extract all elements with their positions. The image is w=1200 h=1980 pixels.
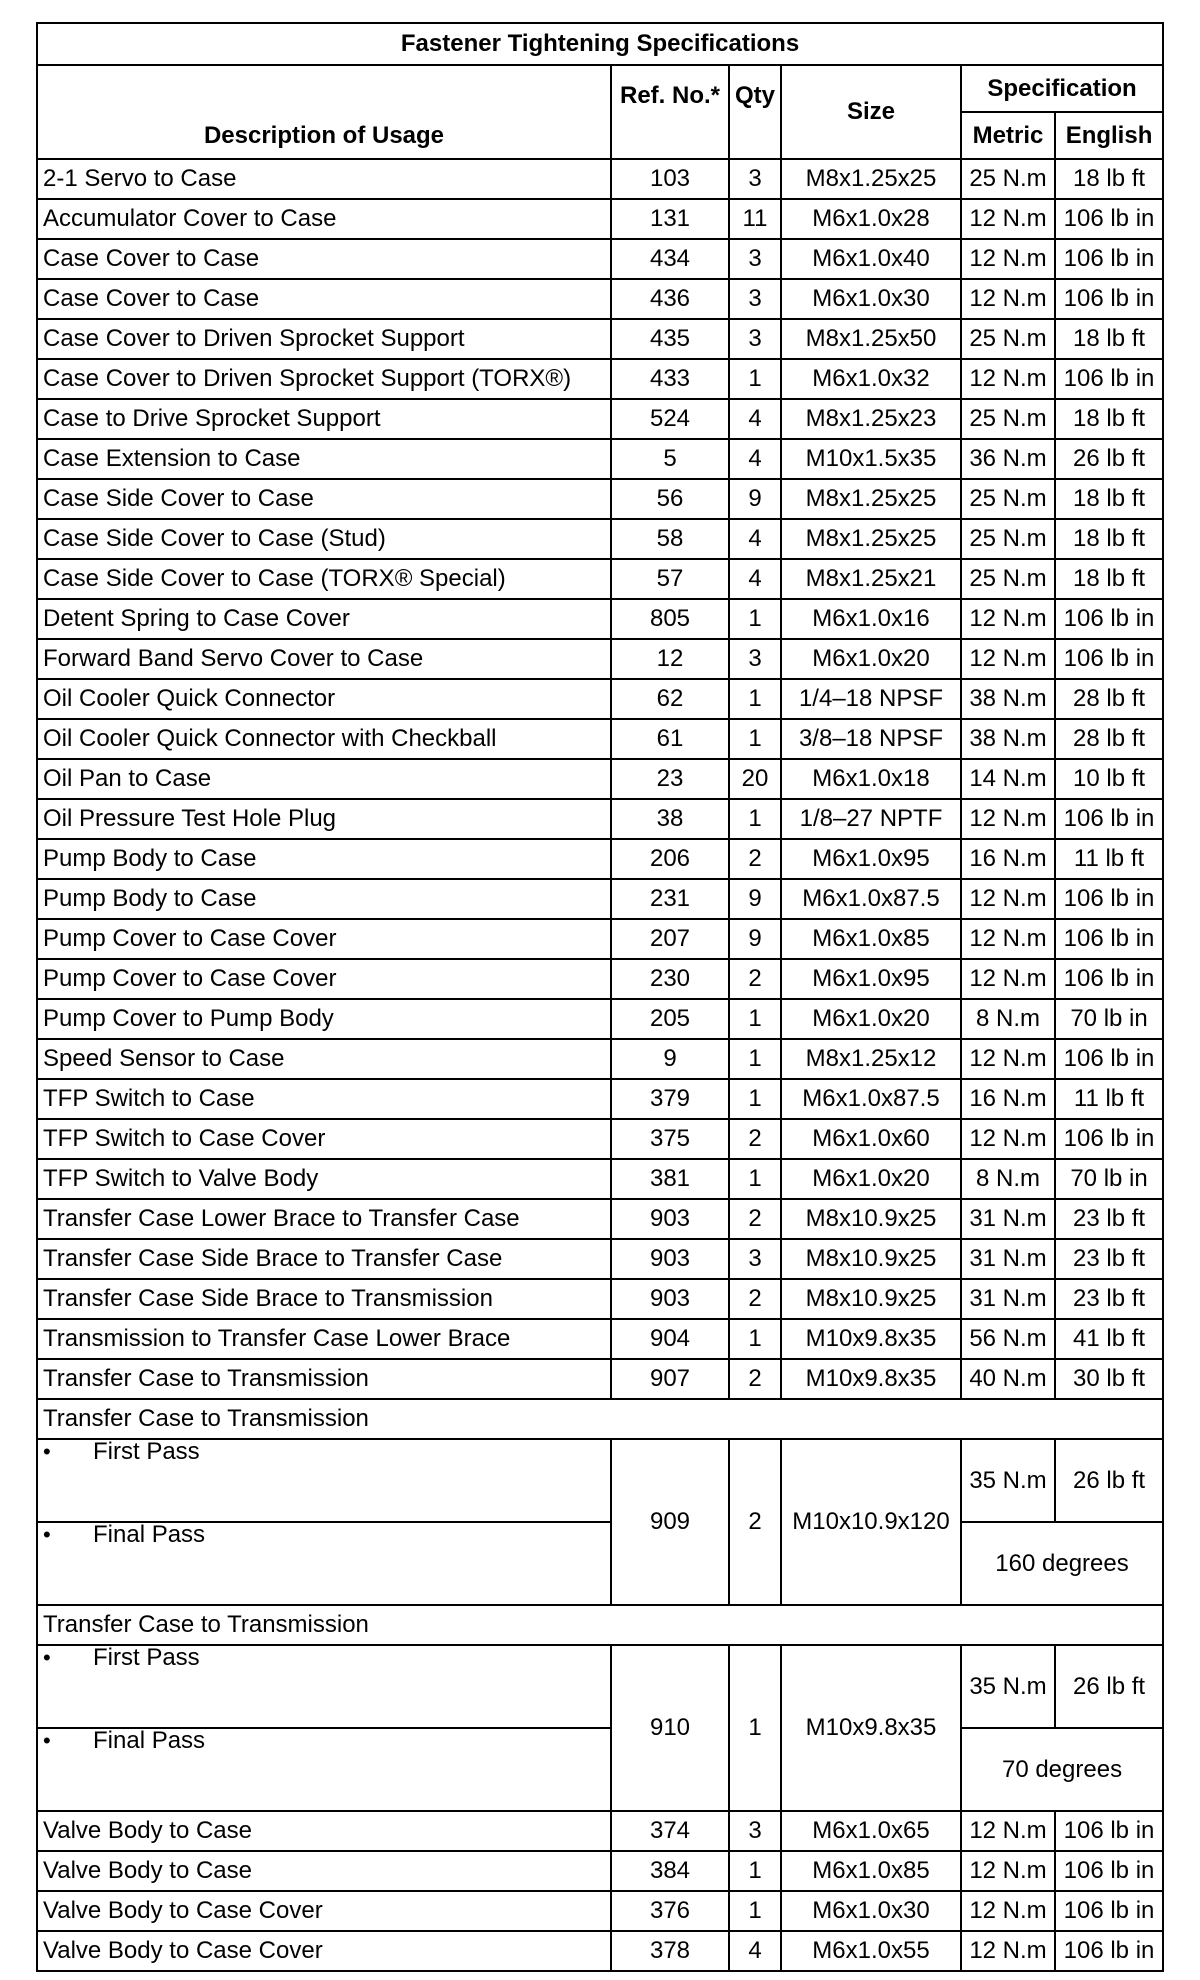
table-row: [37, 959, 1163, 999]
size-cell: M8x1.25x25: [781, 159, 961, 199]
qty-cell: 4: [729, 439, 781, 479]
final-pass-cell: [37, 1522, 611, 1605]
english-cell: 106 lb in: [1055, 1891, 1163, 1931]
metric-cell: 25 N.m: [961, 159, 1055, 199]
table-row: [37, 1119, 1163, 1159]
metric-cell: 12 N.m: [961, 199, 1055, 239]
fastener-spec-table: [36, 22, 1164, 1972]
ref-no-cell: 61: [611, 719, 729, 759]
description-cell: TFP Switch to Case: [37, 1079, 611, 1119]
metric-cell: 8 N.m: [961, 999, 1055, 1039]
table-row: [37, 1279, 1163, 1319]
qty-cell: 1: [729, 799, 781, 839]
header-description: Description of Usage: [37, 65, 611, 159]
english-cell: 18 lb ft: [1055, 399, 1163, 439]
qty-cell: 1: [729, 1891, 781, 1931]
qty-cell: 1: [729, 1159, 781, 1199]
ref-no-cell: 524: [611, 399, 729, 439]
ref-no-cell: 384: [611, 1851, 729, 1891]
description-cell: Oil Pan to Case: [37, 759, 611, 799]
table-row: [37, 439, 1163, 479]
english-cell: 106 lb in: [1055, 1039, 1163, 1079]
qty-cell: 3: [729, 639, 781, 679]
metric-cell: 35 N.m: [961, 1645, 1055, 1728]
table-row: [37, 159, 1163, 199]
qty-cell: 1: [729, 1039, 781, 1079]
qty-cell: 1: [729, 679, 781, 719]
english-cell: 30 lb ft: [1055, 1359, 1163, 1399]
qty-cell: 4: [729, 399, 781, 439]
table-row: [37, 1079, 1163, 1119]
english-cell: 106 lb in: [1055, 1811, 1163, 1851]
description-cell: Valve Body to Case: [37, 1851, 611, 1891]
qty-cell: 2: [729, 1359, 781, 1399]
ref-no-cell: 58: [611, 519, 729, 559]
description-cell: Transmission to Transfer Case Lower Brace: [37, 1319, 611, 1359]
table-row: [37, 759, 1163, 799]
ref-no-cell: 436: [611, 279, 729, 319]
table-row: [37, 599, 1163, 639]
description-cell: Transfer Case to Transmission: [37, 1359, 611, 1399]
metric-cell: 8 N.m: [961, 1159, 1055, 1199]
ref-no-cell: 903: [611, 1199, 729, 1239]
english-cell: 26 lb ft: [1055, 439, 1163, 479]
metric-cell: 16 N.m: [961, 839, 1055, 879]
english-cell: 26 lb ft: [1055, 1439, 1163, 1522]
description-cell: Forward Band Servo Cover to Case: [37, 639, 611, 679]
metric-cell: 12 N.m: [961, 1851, 1055, 1891]
table-row: [37, 399, 1163, 439]
qty-cell: 1: [729, 719, 781, 759]
qty-cell: 3: [729, 159, 781, 199]
bullet-icon: •: [43, 1645, 51, 1670]
english-cell: 23 lb ft: [1055, 1279, 1163, 1319]
qty-cell: 11: [729, 199, 781, 239]
qty-cell: 9: [729, 919, 781, 959]
table-row: [37, 1891, 1163, 1931]
metric-cell: 38 N.m: [961, 679, 1055, 719]
table-row: [37, 559, 1163, 599]
english-cell: 10 lb ft: [1055, 759, 1163, 799]
header-english: English: [1055, 112, 1163, 159]
qty-cell: 1: [729, 1851, 781, 1891]
table-row: [37, 239, 1163, 279]
size-cell: M6x1.0x40: [781, 239, 961, 279]
size-cell: M8x1.25x25: [781, 479, 961, 519]
table-row: [37, 279, 1163, 319]
qty-cell: 1: [729, 999, 781, 1039]
table-row: [37, 839, 1163, 879]
table-row: [37, 1319, 1163, 1359]
description-cell: Pump Cover to Pump Body: [37, 999, 611, 1039]
english-cell: 106 lb in: [1055, 919, 1163, 959]
size-cell: M6x1.0x95: [781, 959, 961, 999]
header-size: Size: [781, 65, 961, 159]
description-cell: Transfer Case Side Brace to Transmission: [37, 1279, 611, 1319]
final-pass-label: Final Pass: [93, 1522, 206, 1548]
table-row: [37, 999, 1163, 1039]
english-cell: 41 lb ft: [1055, 1319, 1163, 1359]
size-cell: M6x1.0x18: [781, 759, 961, 799]
description-cell: Oil Cooler Quick Connector with Checkball: [37, 719, 611, 759]
first-pass-label: First Pass: [93, 1439, 200, 1465]
size-cell: M10x9.8x35: [781, 1359, 961, 1399]
table-row: [37, 639, 1163, 679]
metric-cell: 12 N.m: [961, 1039, 1055, 1079]
size-cell: M6x1.0x85: [781, 919, 961, 959]
size-cell: M8x1.25x50: [781, 319, 961, 359]
ref-no-cell: 904: [611, 1319, 729, 1359]
size-cell: M6x1.0x28: [781, 199, 961, 239]
ref-no-cell: 5: [611, 439, 729, 479]
metric-cell: 12 N.m: [961, 879, 1055, 919]
table-row: [37, 1359, 1163, 1399]
description-cell: Case Extension to Case: [37, 439, 611, 479]
size-cell: M6x1.0x87.5: [781, 879, 961, 919]
table-row: [37, 1239, 1163, 1279]
metric-cell: 25 N.m: [961, 479, 1055, 519]
final-spec-cell: 160 degrees: [961, 1522, 1163, 1605]
description-cell: Case Side Cover to Case (Stud): [37, 519, 611, 559]
qty-cell: 4: [729, 519, 781, 559]
metric-cell: 12 N.m: [961, 239, 1055, 279]
table-row: [37, 479, 1163, 519]
size-cell: M6x1.0x30: [781, 1891, 961, 1931]
english-cell: 106 lb in: [1055, 239, 1163, 279]
ref-no-cell: 62: [611, 679, 729, 719]
english-cell: 28 lb ft: [1055, 719, 1163, 759]
group-title-cell: Transfer Case to Transmission: [37, 1605, 1163, 1645]
ref-no-cell: 375: [611, 1119, 729, 1159]
english-cell: 23 lb ft: [1055, 1199, 1163, 1239]
english-cell: 106 lb in: [1055, 1931, 1163, 1971]
description-cell: Pump Cover to Case Cover: [37, 959, 611, 999]
table-row: [37, 1851, 1163, 1891]
metric-cell: 40 N.m: [961, 1359, 1055, 1399]
first-pass-row: [37, 1645, 1163, 1728]
size-cell: M6x1.0x20: [781, 639, 961, 679]
metric-cell: 12 N.m: [961, 799, 1055, 839]
bullet-icon: •: [43, 1728, 51, 1753]
metric-cell: 12 N.m: [961, 639, 1055, 679]
ref-no-cell: 206: [611, 839, 729, 879]
size-cell: 1/4–18 NPSF: [781, 679, 961, 719]
metric-cell: 56 N.m: [961, 1319, 1055, 1359]
table-row: [37, 1811, 1163, 1851]
header-specification: Specification: [961, 65, 1163, 112]
bullet-icon: •: [43, 1522, 51, 1547]
english-cell: 70 lb in: [1055, 1159, 1163, 1199]
english-cell: 18 lb ft: [1055, 479, 1163, 519]
size-cell: M6x1.0x85: [781, 1851, 961, 1891]
bullet-icon: •: [43, 1439, 51, 1464]
description-cell: Case to Drive Sprocket Support: [37, 399, 611, 439]
english-cell: 28 lb ft: [1055, 679, 1163, 719]
final-pass-label: Final Pass: [93, 1728, 206, 1754]
english-cell: 106 lb in: [1055, 199, 1163, 239]
metric-cell: 12 N.m: [961, 919, 1055, 959]
description-cell: TFP Switch to Valve Body: [37, 1159, 611, 1199]
english-cell: 11 lb ft: [1055, 839, 1163, 879]
qty-cell: 2: [729, 1199, 781, 1239]
qty-cell: 9: [729, 879, 781, 919]
ref-no-cell: 379: [611, 1079, 729, 1119]
metric-cell: 12 N.m: [961, 1931, 1055, 1971]
table-row: [37, 319, 1163, 359]
metric-cell: 16 N.m: [961, 1079, 1055, 1119]
qty-cell: 3: [729, 1239, 781, 1279]
size-cell: M6x1.0x20: [781, 1159, 961, 1199]
ref-no-cell: 909: [611, 1439, 729, 1605]
ref-no-cell: 381: [611, 1159, 729, 1199]
final-pass-row: [37, 1728, 1163, 1811]
table-row: [37, 519, 1163, 559]
table-row: [37, 919, 1163, 959]
size-cell: M6x1.0x30: [781, 279, 961, 319]
metric-cell: 38 N.m: [961, 719, 1055, 759]
size-cell: M6x1.0x65: [781, 1811, 961, 1851]
ref-no-cell: 433: [611, 359, 729, 399]
ref-no-cell: 205: [611, 999, 729, 1039]
description-cell: Case Side Cover to Case (TORX® Special): [37, 559, 611, 599]
description-cell: Valve Body to Case Cover: [37, 1931, 611, 1971]
description-cell: Case Side Cover to Case: [37, 479, 611, 519]
ref-no-cell: 903: [611, 1239, 729, 1279]
qty-cell: 2: [729, 1439, 781, 1605]
size-cell: M8x10.9x25: [781, 1239, 961, 1279]
ref-no-cell: 805: [611, 599, 729, 639]
english-cell: 23 lb ft: [1055, 1239, 1163, 1279]
table-title: Fastener Tightening Specifications: [37, 23, 1163, 65]
qty-cell: 1: [729, 599, 781, 639]
qty-cell: 3: [729, 279, 781, 319]
table-row: [37, 879, 1163, 919]
first-pass-cell: [37, 1439, 611, 1522]
metric-cell: 36 N.m: [961, 439, 1055, 479]
description-cell: Pump Body to Case: [37, 879, 611, 919]
english-cell: 106 lb in: [1055, 599, 1163, 639]
english-cell: 18 lb ft: [1055, 519, 1163, 559]
group-title-row: [37, 1399, 1163, 1439]
description-cell: Case Cover to Driven Sprocket Support (TORX®): [37, 359, 611, 399]
metric-cell: 31 N.m: [961, 1239, 1055, 1279]
english-cell: 106 lb in: [1055, 359, 1163, 399]
english-cell: 26 lb ft: [1055, 1645, 1163, 1728]
english-cell: 18 lb ft: [1055, 159, 1163, 199]
size-cell: M8x10.9x25: [781, 1199, 961, 1239]
size-cell: M10x9.8x35: [781, 1319, 961, 1359]
group-title-cell: Transfer Case to Transmission: [37, 1399, 1163, 1439]
size-cell: M6x1.0x95: [781, 839, 961, 879]
ref-no-cell: 376: [611, 1891, 729, 1931]
metric-cell: 14 N.m: [961, 759, 1055, 799]
size-cell: M6x1.0x87.5: [781, 1079, 961, 1119]
qty-cell: 1: [729, 1645, 781, 1811]
english-cell: 106 lb in: [1055, 1119, 1163, 1159]
description-cell: 2-1 Servo to Case: [37, 159, 611, 199]
table-row: [37, 359, 1163, 399]
ref-no-cell: 12: [611, 639, 729, 679]
size-cell: M8x10.9x25: [781, 1279, 961, 1319]
ref-no-cell: 230: [611, 959, 729, 999]
ref-no-cell: 23: [611, 759, 729, 799]
metric-cell: 12 N.m: [961, 359, 1055, 399]
metric-cell: 35 N.m: [961, 1439, 1055, 1522]
table-row: [37, 679, 1163, 719]
english-cell: 106 lb in: [1055, 799, 1163, 839]
metric-cell: 12 N.m: [961, 959, 1055, 999]
english-cell: 106 lb in: [1055, 879, 1163, 919]
qty-cell: 2: [729, 959, 781, 999]
description-cell: Oil Pressure Test Hole Plug: [37, 799, 611, 839]
description-cell: Detent Spring to Case Cover: [37, 599, 611, 639]
metric-cell: 25 N.m: [961, 559, 1055, 599]
table-row: [37, 1039, 1163, 1079]
qty-cell: 2: [729, 839, 781, 879]
table-row: [37, 1931, 1163, 1971]
first-pass-label: First Pass: [93, 1645, 200, 1671]
qty-cell: 4: [729, 1931, 781, 1971]
ref-no-cell: 231: [611, 879, 729, 919]
metric-cell: 31 N.m: [961, 1199, 1055, 1239]
metric-cell: 12 N.m: [961, 1811, 1055, 1851]
english-cell: 106 lb in: [1055, 959, 1163, 999]
qty-cell: 3: [729, 1811, 781, 1851]
header-metric: Metric: [961, 112, 1055, 159]
qty-cell: 4: [729, 559, 781, 599]
size-cell: 1/8–27 NPTF: [781, 799, 961, 839]
ref-no-cell: 903: [611, 1279, 729, 1319]
table-body: [37, 159, 1163, 1971]
description-cell: Case Cover to Case: [37, 239, 611, 279]
english-cell: 106 lb in: [1055, 639, 1163, 679]
size-cell: M8x1.25x25: [781, 519, 961, 559]
table-row: [37, 719, 1163, 759]
size-cell: 3/8–18 NPSF: [781, 719, 961, 759]
description-cell: Case Cover to Case: [37, 279, 611, 319]
table-row: [37, 1199, 1163, 1239]
ref-no-cell: 910: [611, 1645, 729, 1811]
english-cell: 18 lb ft: [1055, 319, 1163, 359]
ref-no-cell: 435: [611, 319, 729, 359]
ref-no-cell: 434: [611, 239, 729, 279]
ref-no-cell: 207: [611, 919, 729, 959]
metric-cell: 12 N.m: [961, 1119, 1055, 1159]
table-row: [37, 1159, 1163, 1199]
description-cell: Oil Cooler Quick Connector: [37, 679, 611, 719]
table-row: [37, 799, 1163, 839]
description-cell: Transfer Case Lower Brace to Transfer Case: [37, 1199, 611, 1239]
ref-no-cell: 9: [611, 1039, 729, 1079]
first-pass-row: [37, 1439, 1163, 1522]
english-cell: 18 lb ft: [1055, 559, 1163, 599]
english-cell: 11 lb ft: [1055, 1079, 1163, 1119]
size-cell: M6x1.0x20: [781, 999, 961, 1039]
size-cell: M8x1.25x21: [781, 559, 961, 599]
table-row: [37, 199, 1163, 239]
metric-cell: 12 N.m: [961, 1891, 1055, 1931]
qty-cell: 9: [729, 479, 781, 519]
metric-cell: 12 N.m: [961, 599, 1055, 639]
description-cell: Valve Body to Case Cover: [37, 1891, 611, 1931]
header-ref-no: Ref. No.*: [611, 65, 729, 159]
metric-cell: 31 N.m: [961, 1279, 1055, 1319]
qty-cell: 3: [729, 239, 781, 279]
size-cell: M8x1.25x23: [781, 399, 961, 439]
description-cell: Valve Body to Case: [37, 1811, 611, 1851]
ref-no-cell: 103: [611, 159, 729, 199]
english-cell: 70 lb in: [1055, 999, 1163, 1039]
qty-cell: 1: [729, 1319, 781, 1359]
description-cell: Case Cover to Driven Sprocket Support: [37, 319, 611, 359]
size-cell: M6x1.0x55: [781, 1931, 961, 1971]
ref-no-cell: 57: [611, 559, 729, 599]
metric-cell: 12 N.m: [961, 279, 1055, 319]
ref-no-cell: 38: [611, 799, 729, 839]
final-pass-row: [37, 1522, 1163, 1605]
metric-cell: 25 N.m: [961, 399, 1055, 439]
metric-cell: 25 N.m: [961, 319, 1055, 359]
ref-no-cell: 56: [611, 479, 729, 519]
qty-cell: 20: [729, 759, 781, 799]
english-cell: 106 lb in: [1055, 279, 1163, 319]
ref-no-cell: 907: [611, 1359, 729, 1399]
description-cell: Transfer Case Side Brace to Transfer Case: [37, 1239, 611, 1279]
size-cell: M8x1.25x12: [781, 1039, 961, 1079]
header-qty: Qty: [729, 65, 781, 159]
metric-cell: 25 N.m: [961, 519, 1055, 559]
ref-no-cell: 374: [611, 1811, 729, 1851]
description-cell: Speed Sensor to Case: [37, 1039, 611, 1079]
ref-no-cell: 378: [611, 1931, 729, 1971]
qty-cell: 2: [729, 1279, 781, 1319]
description-cell: TFP Switch to Case Cover: [37, 1119, 611, 1159]
size-cell: M10x9.8x35: [781, 1645, 961, 1811]
qty-cell: 1: [729, 359, 781, 399]
size-cell: M10x10.9x120: [781, 1439, 961, 1605]
qty-cell: 2: [729, 1119, 781, 1159]
english-cell: 106 lb in: [1055, 1851, 1163, 1891]
size-cell: M6x1.0x32: [781, 359, 961, 399]
final-pass-cell: [37, 1728, 611, 1811]
ref-no-cell: 131: [611, 199, 729, 239]
size-cell: M6x1.0x60: [781, 1119, 961, 1159]
final-spec-cell: 70 degrees: [961, 1728, 1163, 1811]
first-pass-cell: [37, 1645, 611, 1728]
qty-cell: 1: [729, 1079, 781, 1119]
qty-cell: 3: [729, 319, 781, 359]
size-cell: M10x1.5x35: [781, 439, 961, 479]
description-cell: Pump Cover to Case Cover: [37, 919, 611, 959]
description-cell: Accumulator Cover to Case: [37, 199, 611, 239]
group-title-row: [37, 1605, 1163, 1645]
size-cell: M6x1.0x16: [781, 599, 961, 639]
description-cell: Pump Body to Case: [37, 839, 611, 879]
